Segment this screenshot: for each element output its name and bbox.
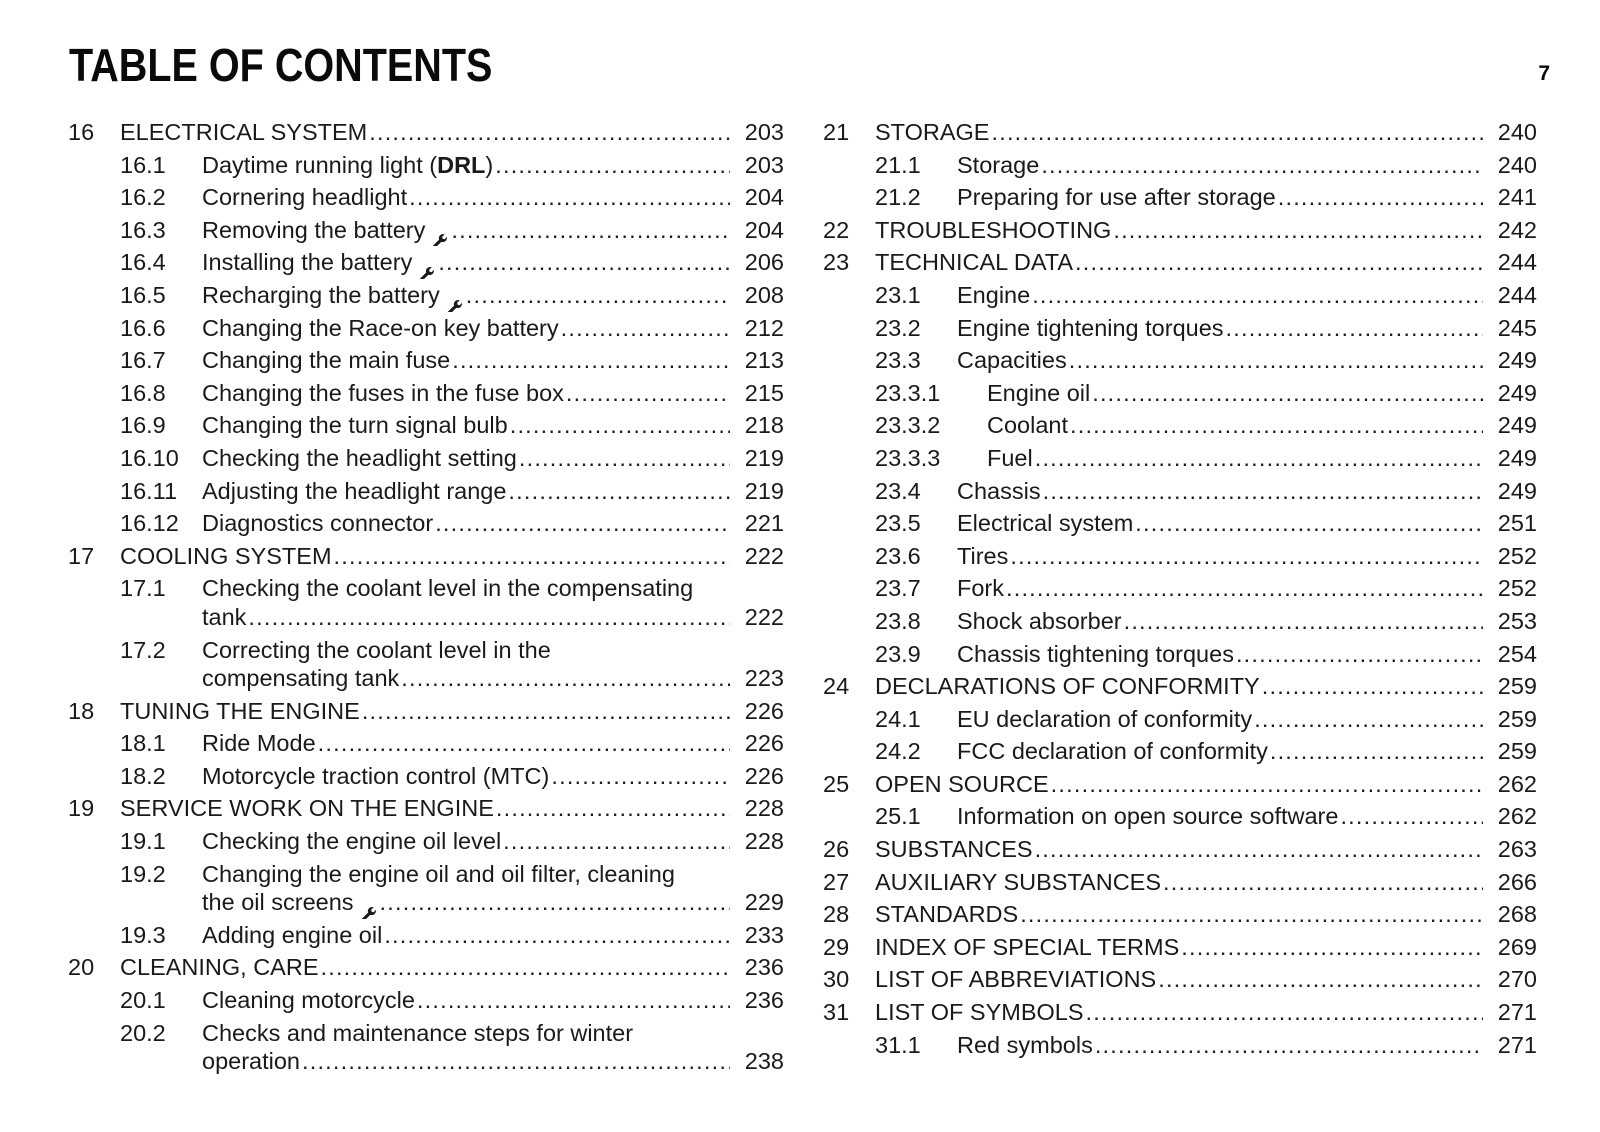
page-ref: 268 — [1497, 901, 1537, 928]
entry-title: Storage — [957, 151, 1040, 178]
toc-entry[interactable] — [68, 116, 784, 149]
entry-title: Changing the main fuse — [202, 347, 451, 374]
dot-leader — [1254, 703, 1483, 736]
toc-entry[interactable] — [823, 931, 1537, 964]
entry-title: OPEN SOURCE — [875, 770, 1049, 797]
entry-title: Removing the battery — [202, 216, 426, 243]
page-ref: 252 — [1497, 542, 1537, 569]
section-number: 18.2 — [120, 762, 166, 789]
page-ref: 233 — [744, 921, 784, 948]
section-number: 16.12 — [120, 510, 179, 537]
section-number: 24.1 — [875, 705, 921, 732]
toc-entry[interactable] — [68, 246, 784, 279]
dot-leader — [409, 181, 730, 214]
entry-title: TROUBLESHOOTING — [875, 216, 1112, 243]
entry-title: Coolant — [987, 412, 1068, 439]
dot-leader — [1051, 768, 1483, 801]
page-number: 7 — [1538, 62, 1550, 85]
page-ref: 206 — [744, 249, 784, 276]
page-ref: 222 — [744, 542, 784, 569]
section-number: 20 — [68, 954, 95, 981]
dot-leader — [1020, 898, 1483, 931]
wrench-icon — [418, 259, 436, 277]
entry-title-continued: tank — [202, 603, 247, 630]
dot-leader — [451, 214, 730, 247]
entry-title: Changing the engine oil and oil filter, cleaning — [202, 860, 675, 887]
entry-title: Information on open source software — [957, 803, 1339, 830]
page-ref: 228 — [744, 795, 784, 822]
dot-leader — [318, 727, 730, 760]
entry-title: Capacities — [957, 347, 1067, 374]
page-ref: 222 — [744, 603, 784, 630]
toc-column-left — [68, 116, 784, 1078]
toc-entry[interactable] — [823, 540, 1537, 573]
toc-entry[interactable] — [68, 377, 784, 410]
page-ref: 226 — [744, 697, 784, 724]
page-ref: 223 — [744, 665, 784, 692]
entry-title: Checking the coolant level in the compensating — [202, 575, 694, 602]
dot-leader — [435, 507, 730, 540]
page-ref: 249 — [1497, 477, 1537, 504]
entry-title: Fuel — [987, 444, 1033, 471]
entry-title: Changing the turn signal bulb — [202, 412, 508, 439]
page-ref: 244 — [1497, 281, 1537, 308]
page-ref: 259 — [1497, 673, 1537, 700]
toc-entry[interactable] — [823, 638, 1537, 671]
toc-entry[interactable] — [68, 279, 784, 312]
dot-leader — [1340, 800, 1483, 833]
page-ref: 203 — [744, 119, 784, 145]
page-ref: 240 — [1497, 151, 1537, 178]
dot-leader — [1226, 312, 1483, 345]
dot-leader — [1095, 1029, 1483, 1062]
toc-entry[interactable] — [68, 858, 784, 919]
entry-title: Engine oil — [987, 379, 1091, 406]
page-ref: 218 — [744, 412, 784, 439]
section-number: 23.5 — [875, 510, 921, 537]
entry-title: Chassis — [957, 477, 1041, 504]
page-ref: 219 — [744, 477, 784, 504]
page-ref: 249 — [1497, 347, 1537, 374]
section-number: 19.2 — [120, 860, 166, 887]
dot-leader — [380, 886, 730, 919]
entry-title-continued: the oil screens — [202, 889, 354, 916]
page-ref: 236 — [744, 954, 784, 981]
dot-leader — [1069, 344, 1483, 377]
entry-title: Tires — [957, 542, 1009, 569]
page-ref: 262 — [1497, 770, 1537, 797]
dot-leader — [496, 792, 730, 825]
section-number: 16.8 — [120, 379, 166, 406]
dot-leader — [1158, 963, 1483, 996]
toc-entry[interactable] — [823, 442, 1537, 475]
section-number: 16.2 — [120, 184, 166, 211]
section-number: 23.3 — [875, 347, 921, 374]
dot-leader — [1006, 572, 1483, 605]
entry-title: STANDARDS — [875, 901, 1019, 928]
page-ref: 252 — [1497, 575, 1537, 602]
toc-entry[interactable] — [823, 963, 1537, 996]
page-ref: 226 — [744, 762, 784, 789]
dot-leader — [452, 344, 730, 377]
section-number: 16.3 — [120, 216, 166, 243]
entry-title: Fork — [957, 575, 1004, 602]
page-ref: 219 — [744, 444, 784, 471]
toc-column-right — [823, 116, 1537, 1061]
section-number: 16.10 — [120, 444, 179, 471]
page-ref: 263 — [1497, 836, 1537, 863]
toc-entry[interactable] — [68, 695, 784, 728]
section-number: 31 — [823, 999, 850, 1026]
entry-title-continued: operation — [202, 1048, 300, 1075]
section-number: 27 — [823, 868, 850, 895]
toc-entry[interactable] — [823, 572, 1537, 605]
page-ref: 244 — [1497, 249, 1537, 276]
section-number: 31.1 — [875, 1031, 921, 1058]
toc-entry[interactable] — [68, 181, 784, 214]
dot-leader — [1075, 246, 1483, 279]
dot-leader — [510, 409, 730, 442]
page-ref: 215 — [744, 379, 784, 406]
dot-leader — [566, 377, 730, 410]
page-ref: 266 — [1497, 868, 1537, 895]
dot-leader — [1070, 409, 1483, 442]
dot-leader — [362, 695, 730, 728]
dot-leader — [1181, 931, 1483, 964]
entry-title: Correcting the coolant level in the — [202, 636, 551, 663]
page-ref: 242 — [1497, 216, 1537, 243]
toc-entry[interactable] — [823, 1029, 1537, 1062]
page-ref: 208 — [744, 281, 784, 308]
page-ref: 240 — [1497, 119, 1537, 145]
entry-title: LIST OF SYMBOLS — [875, 999, 1084, 1026]
section-number: 19 — [68, 795, 95, 822]
dot-leader — [551, 760, 730, 793]
toc-entry[interactable] — [68, 984, 784, 1017]
dot-leader — [302, 1045, 730, 1078]
section-number: 16.5 — [120, 281, 166, 308]
section-number: 25.1 — [875, 803, 921, 830]
toc-entry[interactable] — [823, 866, 1537, 899]
dot-leader — [401, 662, 730, 695]
entry-title: FCC declaration of conformity — [957, 738, 1268, 765]
dot-leader — [1010, 540, 1483, 573]
page-ref: 259 — [1497, 738, 1537, 765]
page-ref: 270 — [1497, 966, 1537, 993]
toc-entry[interactable] — [823, 605, 1537, 638]
toc-entry[interactable] — [68, 919, 784, 952]
section-number: 18 — [68, 697, 95, 724]
page-ref: 213 — [744, 347, 784, 374]
dot-leader — [1135, 507, 1483, 540]
toc-entry[interactable] — [68, 149, 784, 182]
entry-title: Diagnostics connector — [202, 510, 434, 537]
entry-title: Changing the fuses in the fuse box — [202, 379, 564, 406]
toc-entry[interactable] — [68, 442, 784, 475]
toc-entry[interactable] — [68, 727, 784, 760]
section-number: 23.3.1 — [875, 379, 941, 406]
entry-title: Electrical system — [957, 510, 1134, 537]
dot-leader — [1270, 735, 1483, 768]
section-number: 16.7 — [120, 347, 166, 374]
toc-entry[interactable] — [823, 475, 1537, 508]
section-number: 16.9 — [120, 412, 166, 439]
section-number: 16 — [68, 119, 95, 145]
toc-entry[interactable] — [68, 540, 784, 573]
section-number: 24.2 — [875, 738, 921, 765]
dot-leader — [1041, 149, 1483, 182]
entry-title: EU declaration of conformity — [957, 705, 1253, 732]
section-number: 19.1 — [120, 828, 166, 855]
entry-title: Cornering headlight — [202, 184, 408, 211]
toc-entry[interactable] — [823, 703, 1537, 736]
section-number: 17 — [68, 542, 95, 569]
wrench-icon — [431, 226, 449, 244]
toc-entry[interactable] — [68, 634, 784, 695]
section-number: 16.6 — [120, 314, 166, 341]
section-number: 20.2 — [120, 1019, 166, 1046]
toc-entry[interactable] — [823, 344, 1537, 377]
page-ref: 229 — [744, 889, 784, 916]
dot-leader — [438, 246, 730, 279]
entry-title: Preparing for use after storage — [957, 184, 1276, 211]
section-number: 21 — [823, 119, 850, 145]
entry-title: CLEANING, CARE — [120, 954, 319, 981]
toc-entry[interactable] — [823, 768, 1537, 801]
dot-leader — [1035, 442, 1483, 475]
dot-leader — [417, 984, 730, 1017]
toc-entry[interactable] — [823, 377, 1537, 410]
entry-title: Shock absorber — [957, 607, 1122, 634]
page-ref: 204 — [744, 216, 784, 243]
entry-title: Checking the engine oil level — [202, 828, 502, 855]
entry-title: AUXILIARY SUBSTANCES — [875, 868, 1162, 895]
section-number: 16.11 — [120, 477, 178, 504]
page-ref: 259 — [1497, 705, 1537, 732]
section-number: 17.1 — [120, 575, 166, 602]
toc-entry[interactable] — [68, 951, 784, 984]
toc-entry[interactable] — [823, 735, 1537, 768]
section-number: 23 — [823, 249, 850, 276]
entry-title: Checking the headlight setting — [202, 444, 517, 471]
toc-entry[interactable] — [68, 409, 784, 442]
section-number: 28 — [823, 901, 850, 928]
section-number: 23.9 — [875, 640, 921, 667]
section-number: 29 — [823, 933, 850, 960]
dot-leader — [991, 116, 1483, 149]
dot-leader — [1113, 214, 1483, 247]
dot-leader — [503, 825, 730, 858]
toc-entry[interactable] — [823, 409, 1537, 442]
dot-leader — [508, 475, 730, 508]
page-ref: 245 — [1497, 314, 1537, 341]
entry-title-continued: compensating tank — [202, 665, 400, 692]
entry-title: INDEX OF SPECIAL TERMS — [875, 933, 1180, 960]
section-number: 19.3 — [120, 921, 166, 948]
page-ref: 221 — [744, 510, 784, 537]
page-ref: 241 — [1497, 184, 1537, 211]
dot-leader — [384, 919, 730, 952]
entry-title: TECHNICAL DATA — [875, 249, 1074, 276]
toc-entry[interactable] — [823, 996, 1537, 1029]
page-ref: 249 — [1497, 379, 1537, 406]
page-ref: 271 — [1497, 999, 1537, 1026]
section-number: 23.1 — [875, 281, 921, 308]
dot-leader — [561, 312, 730, 345]
toc-entry[interactable] — [823, 507, 1537, 540]
dot-leader — [248, 601, 730, 634]
section-number: 25 — [823, 770, 850, 797]
entry-title: STORAGE — [875, 119, 990, 145]
entry-title: Engine — [957, 281, 1031, 308]
dot-leader — [495, 149, 730, 182]
page-ref: 204 — [744, 184, 784, 211]
dot-leader — [1278, 181, 1483, 214]
toc-entry[interactable] — [823, 214, 1537, 247]
toc-entry[interactable] — [823, 800, 1537, 833]
toc-entry[interactable] — [68, 312, 784, 345]
entry-title: Motorcycle traction control (MTC) — [202, 762, 550, 789]
toc-entry[interactable] — [823, 116, 1537, 149]
entry-title: COOLING SYSTEM — [120, 542, 332, 569]
dot-leader — [334, 540, 730, 573]
page-ref: 236 — [744, 987, 784, 1014]
page-ref: 203 — [744, 151, 784, 178]
page-ref: 271 — [1497, 1031, 1537, 1058]
entry-title: ELECTRICAL SYSTEM — [120, 119, 368, 145]
entry-title: DECLARATIONS OF CONFORMITY — [875, 673, 1260, 700]
entry-title: TUNING THE ENGINE — [120, 697, 360, 724]
section-number: 23.4 — [875, 477, 921, 504]
page-ref: 228 — [744, 828, 784, 855]
page-ref: 249 — [1497, 444, 1537, 471]
entry-title: Daytime running light (DRL) — [202, 151, 494, 178]
page-ref: 249 — [1497, 412, 1537, 439]
dot-leader — [1236, 638, 1483, 671]
dot-leader — [1032, 279, 1483, 312]
page-ref: 238 — [744, 1048, 784, 1075]
toc-entry[interactable] — [823, 312, 1537, 345]
section-number: 26 — [823, 836, 850, 863]
toc-entry[interactable] — [823, 279, 1537, 312]
toc-entry[interactable] — [68, 792, 784, 825]
dot-leader — [321, 951, 731, 984]
dot-leader — [519, 442, 730, 475]
entry-title: Ride Mode — [202, 730, 316, 757]
dot-leader — [369, 116, 730, 149]
toc-entry[interactable] — [68, 1017, 784, 1078]
entry-title: Recharging the battery — [202, 281, 440, 308]
section-number: 23.3.3 — [875, 444, 941, 471]
dot-leader — [1124, 605, 1483, 638]
entry-title: Red symbols — [957, 1031, 1093, 1058]
entry-title: SERVICE WORK ON THE ENGINE — [120, 795, 494, 822]
toc-entry[interactable] — [823, 898, 1537, 931]
toc-entry[interactable] — [68, 214, 784, 247]
page-ref: 269 — [1497, 933, 1537, 960]
entry-title: Cleaning motorcycle — [202, 987, 415, 1014]
section-number: 21.2 — [875, 184, 921, 211]
toc-entry[interactable] — [823, 149, 1537, 182]
page-ref: 212 — [744, 314, 784, 341]
section-number: 23.6 — [875, 542, 921, 569]
dot-leader — [1262, 670, 1483, 703]
section-number: 23.2 — [875, 314, 921, 341]
page-ref: 251 — [1497, 510, 1537, 537]
page-ref: 226 — [744, 730, 784, 757]
section-number: 16.1 — [120, 151, 166, 178]
toc-entry[interactable] — [68, 344, 784, 377]
page-title: TABLE OF CONTENTS — [69, 39, 493, 91]
toc-entry[interactable] — [68, 572, 784, 633]
toc-entry[interactable] — [823, 833, 1537, 866]
entry-title: Chassis tightening torques — [957, 640, 1234, 667]
section-number: 22 — [823, 216, 850, 243]
entry-title: SUBSTANCES — [875, 836, 1033, 863]
entry-title: Adding engine oil — [202, 921, 383, 948]
section-number: 21.1 — [875, 151, 921, 178]
dot-leader — [1035, 833, 1483, 866]
toc-entry[interactable] — [823, 670, 1537, 703]
section-number: 20.1 — [120, 987, 166, 1014]
dot-leader — [1043, 475, 1483, 508]
entry-title: Checks and maintenance steps for winter — [202, 1019, 634, 1046]
section-number: 30 — [823, 966, 850, 993]
toc-entry[interactable] — [68, 825, 784, 858]
page-ref: 254 — [1497, 640, 1537, 667]
dot-leader — [1163, 866, 1483, 899]
section-number: 18.1 — [120, 730, 166, 757]
section-number: 16.4 — [120, 249, 166, 276]
entry-title: Engine tightening torques — [957, 314, 1224, 341]
section-number: 17.2 — [120, 636, 166, 663]
page-ref: 253 — [1497, 607, 1537, 634]
dot-leader — [466, 279, 730, 312]
wrench-icon — [446, 292, 464, 310]
entry-title: Installing the battery — [202, 249, 413, 276]
entry-title: Adjusting the headlight range — [202, 477, 507, 504]
entry-title: Changing the Race-on key battery — [202, 314, 559, 341]
section-number: 24 — [823, 673, 850, 700]
wrench-icon — [360, 899, 378, 917]
dot-leader — [1092, 377, 1483, 410]
toc-entry[interactable] — [68, 475, 784, 508]
section-number: 23.7 — [875, 575, 921, 602]
section-number: 23.8 — [875, 607, 921, 634]
toc-entry[interactable] — [68, 507, 784, 540]
toc-entry[interactable] — [68, 760, 784, 793]
section-number: 23.3.2 — [875, 412, 941, 439]
entry-title: LIST OF ABBREVIATIONS — [875, 966, 1157, 993]
toc-entry[interactable] — [823, 246, 1537, 279]
dot-leader — [1086, 996, 1483, 1029]
toc-entry[interactable] — [823, 181, 1537, 214]
page-ref: 262 — [1497, 803, 1537, 830]
